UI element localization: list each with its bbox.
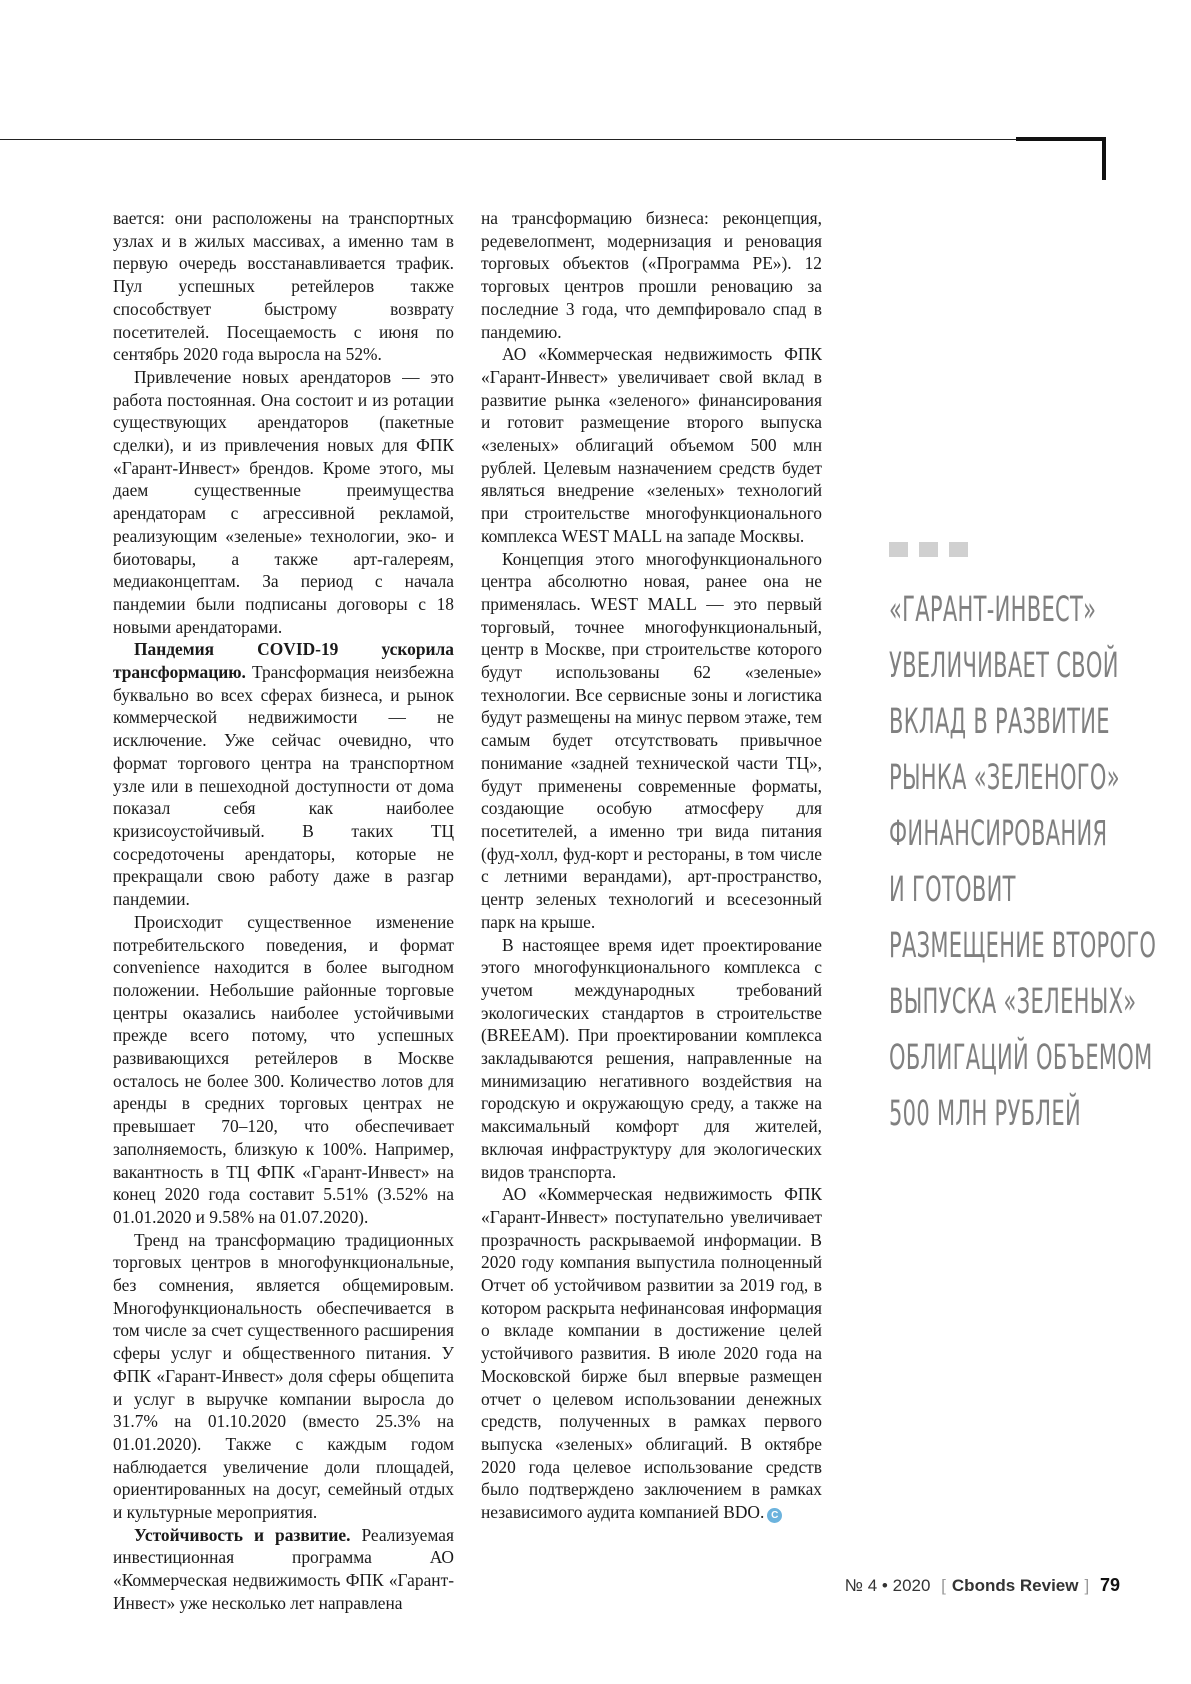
bracket-close: ] — [1084, 1576, 1090, 1595]
pull-quote-decoration — [889, 542, 969, 557]
pull-quote-line: ФИНАНСИРОВАНИЯ — [889, 814, 1108, 854]
top-rule — [0, 139, 1105, 140]
pull-quote-line: РЫНКА «ЗЕЛЕНОГО» — [889, 758, 1120, 798]
paragraph: АО «Коммерческая недвижимость ФПК «Гарант-Инвест» увеличивает свой вклад в развитие рынка «зеленого» финансирования и готовит размещение второго выпуска «зеленых» облигаций объемом 500 млн рублей. Целевым назначением средств будет являться внедрение «зеленых» технологий при строительстве многофункционального комплекса WEST MALL на западе Москвы. — [481, 344, 822, 546]
pull-quote-line: ВКЛАД В РАЗВИТИЕ — [889, 702, 1110, 742]
corner-mark-vertical — [1102, 137, 1106, 180]
square-icon — [889, 542, 908, 557]
page-footer — [800, 1570, 1120, 1600]
bracket-open: [ — [941, 1576, 946, 1595]
pull-quote — [889, 582, 1157, 1142]
paragraph: В настоящее время идет проектирование этого многофункционального комплекса с учетом международных требований экологических стандартов в строительстве (BREEAM). При проектировании комплекса закладываются решения, направленные на минимизацию негативного воздействия на городскую и окружающую среду, а также на максимальный комфорт для жителей, включая инфраструктуру для экологических видов транспорта. — [481, 934, 822, 1182]
paragraph-lead: Устойчивость и развитие. — [134, 1524, 351, 1545]
paragraph: на трансформацию бизнеса: реконцепция, редевелопмент, модернизация и реновация торговых объектов («Программа РЕ»). 12 торговых центров прошли реновацию за последние 3 года, что демпфировало спад в пандемию. — [481, 208, 822, 342]
paragraph-lead: Пандемия COVID-19 ускорила трансформацию. — [113, 639, 454, 683]
paragraph: вается: они расположены на транспортных узлах и в жилых массивах, а именно там в первую очередь восстанавливается трафик. Пул успешных ретейлеров также способствует быстрому возврату посетителей. Посещаемость с июня по сентябрь 2020 года выросла на 52%. — [113, 208, 454, 365]
pull-quote-line: И ГОТОВИТ — [889, 870, 1016, 910]
paragraph: Привлечение новых арендаторов — это работа постоянная. Она состоит и из ротации существующих арендаторов (пакетные сделки), и из привлечения новых для ФПК «Гарант-Инвест» брендов. Кроме этого, мы даем существенные преимущества арендаторам с агрессивной рекламой, реализующим «зеленые» технологии, эко- и биотовары, а также арт-галереям, медиаконцептам. За период с начала пандемии были подписаны договоры с 18 новыми арендаторами. — [113, 366, 454, 637]
end-of-article-icon: C — [767, 1508, 782, 1523]
page-number: 79 — [1099, 1575, 1120, 1595]
paragraph: Пандемия COVID-19 ускорила трансформацию. Трансформация неизбежна буквально во всех сферах бизнеса, и рынок коммерческой недвижимости — не исключение. Уже сейчас очевидно, что формат торгового центра на транспортном узле или в пешеходной доступности от дома показал себя как наиболее кризисоустойчивый. В таких ТЦ сосредоточены арендаторы, которые не прекращали свою работу даже в разгар пандемии. — [113, 639, 454, 910]
issue-number: № 4 • 2020 — [844, 1576, 931, 1595]
pull-quote-line: РАЗМЕЩЕНИЕ ВТОРОГО — [889, 926, 1157, 966]
pull-quote-line: «ГАРАНТ-ИНВЕСТ» — [889, 590, 1097, 630]
pull-quote-line: УВЕЛИЧИВАЕТ СВОЙ — [889, 646, 1119, 686]
paragraph: Тренд на трансформацию традиционных торговых центров в многофункциональные, без сомнения, является общемировым. Многофункциональность обеспечивается в том числе за счет существенного расширения сферы услуг и общественного питания. У ФПК «Гарант-Инвест» доля сферы общепита и услуг в выручке компании выросла до 31.7% на 01.10.2020 (вместо 25.3% на 01.01.2020). Также с каждым годом наблюдается увеличение доли площадей, ориентированных на досуг, семейный отдых и культурные мероприятия. — [113, 1229, 454, 1523]
pull-quote-line: 500 МЛН РУБЛЕЙ — [889, 1094, 1081, 1134]
pull-quote-line: ОБЛИГАЦИЙ ОБЪЕМОМ — [889, 1038, 1153, 1078]
publication-name: Cbonds Review — [951, 1576, 1079, 1595]
paragraph: Устойчивость и развитие. Реализуемая инвестиционная программа АО «Коммерческая недвижимость ФПК «Гарант-Инвест» уже несколько лет направлена — [113, 1524, 455, 1613]
paragraph: Происходит существенное изменение потребительского поведения, и формат convenience находится в более выгодном положении. Небольшие районные торговые центры оказались наиболее устойчивыми прежде всего потому, что успешных развивающихся ретейлеров в Москве осталось не более 300. Количество лотов для аренды в средних торговых центрах не превышает 70–120, что обеспечивает заполняемость, близкую к 100%. Например, вакантность в ТЦ ФПК «Гарант-Инвест» на конец 2020 года составит 5.51% (3.52% на 01.01.2020 и 9.58% на 01.07.2020). — [113, 911, 454, 1227]
paragraph: Концепция этого многофункционального центра абсолютно новая, ранее она не применялась. WEST MALL — это первый торговый, точнее многофункциональный, центр в Москве, при строительстве которого будут использованы 62 «зеленые» технологии. Все сервисные зоны и логистика будут размещены на минус первом этаже, тем самым будет отсутствовать привычное понимание «задней технической части ТЦ», будут применены современные форматы, создающие особую атмосферу для посетителей, а именно три вида питания (фуд-холл, фуд-корт и рестораны, в том числе с летними верандами), арт-пространство, центр зеленых технологий и всесезонный парк на крыше. — [481, 548, 822, 932]
square-icon — [919, 542, 938, 557]
paragraph: АО «Коммерческая недвижимость ФПК «Гарант-Инвест» поступательно увеличивает прозрачность раскрываемой информации. В 2020 году компания выпустила полноценный Отчет об устойчивом развитии за 2019 год, в котором раскрыта нефинансовая информация о вкладе компании в достижение целей устойчивого развития. В июле 2020 года на Московской бирже был впервые размещен отчет о целевом использовании денежных средств, полученных в рамках первого выпуска «зеленых» облигаций. В октябре 2020 года целевое использование средств было подтверждено заключением в рамках независимого аудита компанией BDO. C — [481, 1184, 822, 1523]
pull-quote-line: ВЫПУСКА «ЗЕЛЕНЫХ» — [889, 982, 1137, 1022]
square-icon — [949, 542, 968, 557]
corner-mark-horizontal — [1016, 137, 1106, 141]
left-text-column — [113, 207, 454, 1615]
middle-text-column — [481, 207, 822, 1524]
